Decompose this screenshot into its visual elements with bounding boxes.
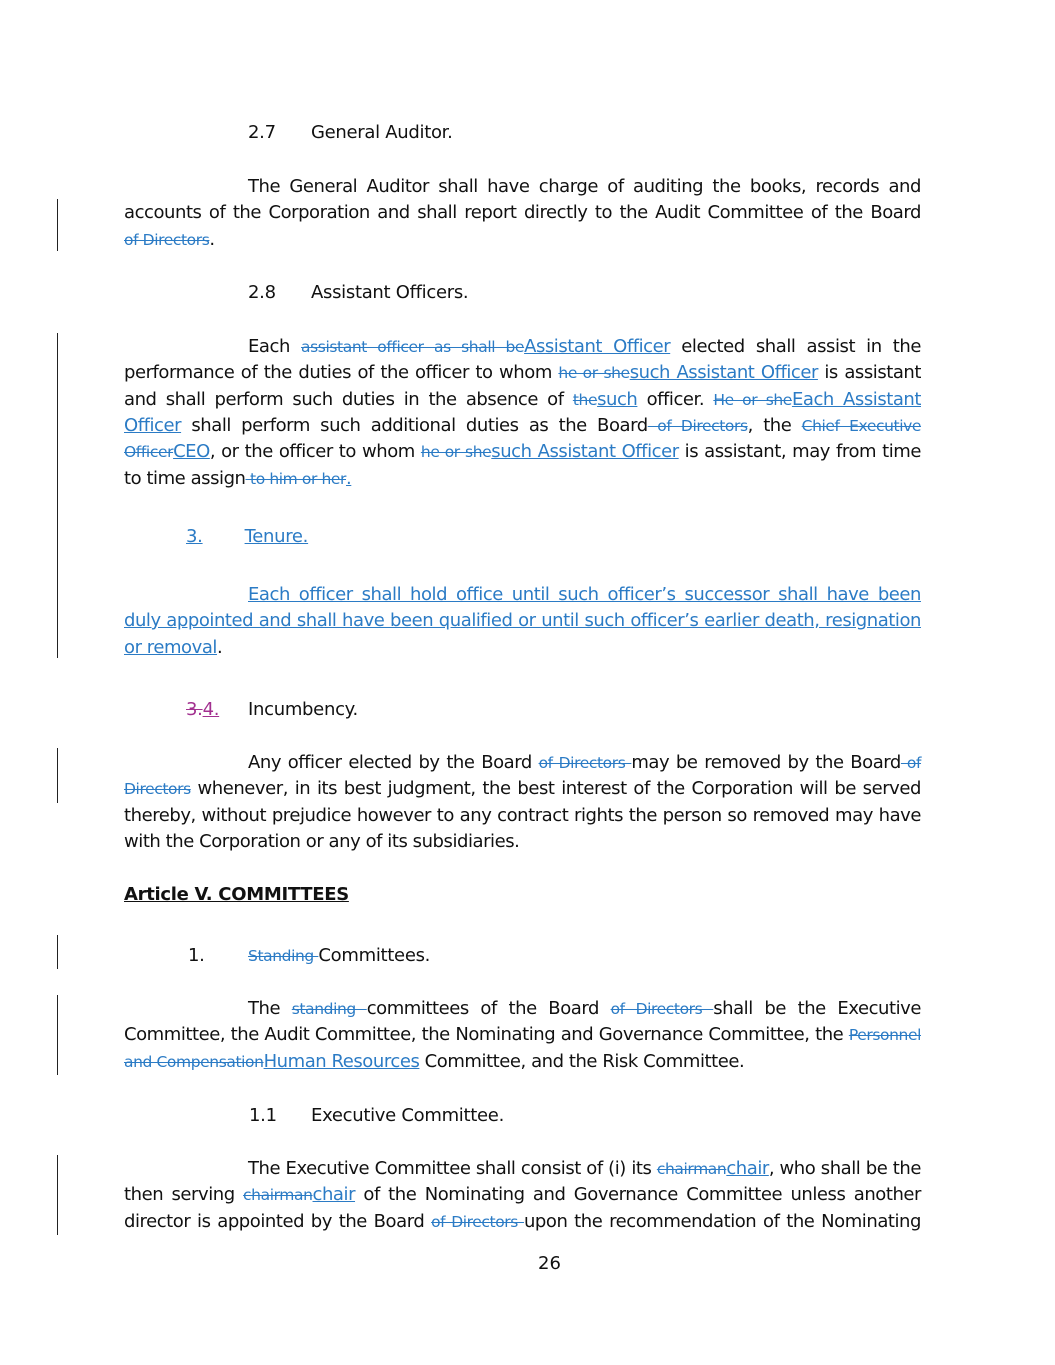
deleted-text: to him or her — [245, 470, 347, 488]
inserted-text: or removal — [124, 637, 217, 658]
section-title: Incumbency. — [248, 699, 358, 720]
text: thereby, without prejudice however to any contract rights the person so removed may have — [124, 805, 921, 826]
paragraph-line — [124, 174, 921, 201]
section-number — [186, 697, 249, 723]
text: The Executive Committee shall consist of (i) its — [248, 1158, 657, 1179]
paragraph-line — [124, 1156, 921, 1183]
deleted-text: assistant officer as shall be — [301, 338, 525, 356]
inserted-text: chair — [726, 1158, 769, 1179]
inserted-text: Each Assistant — [791, 389, 921, 410]
text: The General Auditor shall have charge of auditing the books, records and — [248, 176, 921, 197]
inserted-text: duly appointed and shall have been qualified or until such officer’s earlier death, resignation — [124, 610, 921, 631]
moved-deleted-text: 3. — [186, 699, 203, 720]
text: Any officer elected by the Board — [248, 752, 539, 773]
paragraph-line — [124, 608, 921, 635]
paragraph-line — [124, 439, 921, 466]
text: director is appointed by the Board — [124, 1211, 432, 1232]
change-bar — [57, 995, 58, 1075]
paragraph-line — [124, 1022, 921, 1049]
deleted-text: He or she — [713, 391, 792, 409]
paragraph-line — [124, 803, 921, 830]
text: performance of the duties of the officer to whom — [124, 362, 559, 383]
paragraph-line — [124, 387, 921, 414]
inserted-text: Human Resources — [263, 1051, 420, 1072]
paragraph-line — [124, 829, 921, 856]
text: elected shall assist in the — [670, 336, 921, 357]
deleted-text: of Directors — [647, 417, 748, 435]
paragraph-line — [124, 750, 921, 777]
inserted-text: chair — [312, 1184, 356, 1205]
deleted-text: of Directors — [538, 754, 632, 772]
text: is assistant, may from time — [678, 441, 922, 462]
deleted-text: Chief Executive — [801, 417, 922, 435]
paragraph-line — [124, 776, 921, 803]
text: , or the officer to whom — [209, 441, 421, 462]
inserted-text: such Assistant Officer — [491, 441, 679, 462]
deleted-text: of Directors — [124, 231, 210, 249]
paragraph-line — [124, 1049, 921, 1076]
inserted-text: CEO — [173, 441, 210, 462]
change-bar — [57, 199, 58, 251]
paragraph-line — [124, 413, 921, 440]
text: whenever, in its best judgment, the best interest of the Corporation will be served — [190, 778, 921, 799]
paragraph-line — [124, 334, 921, 361]
text: . — [216, 637, 223, 658]
deleted-text: Standing — [248, 947, 319, 965]
change-bar — [57, 1155, 58, 1235]
deleted-text: he or she — [558, 364, 630, 382]
text: shall perform such additional duties as the Board — [181, 415, 648, 436]
text: accounts of the Corporation and shall report directly to the Audit Committee of the Board — [124, 202, 921, 223]
section-title: General Auditor. — [311, 122, 453, 143]
deleted-text: standing — [291, 1000, 367, 1018]
inserted-text: such Assistant Officer — [629, 362, 818, 383]
deleted-text: of Directors — [610, 1000, 714, 1018]
deleted-text: of Directors — [431, 1213, 524, 1231]
text: Committee, and the Risk Committee. — [419, 1051, 745, 1072]
inserted-text: Officer — [124, 415, 182, 436]
inserted-text: Each officer shall hold office until such officer’s successor shall have been — [248, 584, 921, 605]
change-bar — [57, 748, 58, 803]
text: with the Corporation or any of its subsidiaries. — [124, 831, 520, 852]
section-title: Executive Committee. — [311, 1105, 504, 1126]
deleted-text: he or she — [420, 443, 492, 461]
text: Each — [248, 336, 302, 357]
section-number: 2.7 — [248, 122, 276, 143]
change-bar — [57, 935, 58, 969]
text: of the Nominating and Governance Committee unless another — [355, 1184, 921, 1205]
paragraph-line — [124, 466, 921, 493]
text: Committee, the Audit Committee, the Nominating and Governance Committee, the — [124, 1024, 849, 1045]
paragraph-line — [124, 360, 921, 387]
text: may be removed by the Board — [631, 752, 901, 773]
deleted-text: Officer — [124, 443, 174, 461]
text: Committees. — [318, 945, 431, 966]
section-number: 2.8 — [248, 282, 276, 303]
text: , the — [747, 415, 802, 436]
section-title: Tenure. — [244, 526, 309, 547]
article-heading: Article V. COMMITTEES — [124, 884, 349, 905]
paragraph-line — [124, 1182, 921, 1209]
text: to time assign — [124, 468, 246, 489]
text: and shall perform such duties in the absence of — [124, 389, 573, 410]
text: committees of the Board — [366, 998, 611, 1019]
inserted-text: such — [597, 389, 638, 410]
deleted-text: Directors — [124, 780, 191, 798]
text: . — [209, 229, 215, 250]
deleted-text: chairman — [656, 1160, 727, 1178]
change-bar — [57, 333, 58, 658]
deleted-text: the — [572, 391, 598, 409]
paragraph-line — [124, 1209, 921, 1236]
moved-inserted-text: 4. — [202, 699, 220, 720]
section-title: Assistant Officers. — [311, 282, 469, 303]
text: is assistant — [817, 362, 921, 383]
paragraph-line — [124, 200, 921, 227]
paragraph-line — [124, 996, 921, 1023]
deleted-text: of — [900, 754, 922, 772]
deleted-text: and Compensation — [124, 1053, 264, 1071]
paragraph-line — [124, 582, 921, 609]
text: shall be the Executive — [713, 998, 921, 1019]
section-number: 1.1 — [249, 1105, 277, 1126]
text: , who shall be the — [768, 1158, 921, 1179]
page-number: 26 — [538, 1253, 561, 1274]
section-heading-3 — [186, 524, 326, 550]
deleted-text: Personnel — [848, 1026, 921, 1044]
inserted-text: Assistant Officer — [524, 336, 671, 357]
text: The — [248, 998, 292, 1019]
text: upon the recommendation of the Nominating — [523, 1211, 921, 1232]
inserted-text: . — [346, 468, 352, 489]
section-title — [248, 943, 430, 969]
paragraph-line — [124, 635, 921, 662]
paragraph-line — [124, 227, 921, 254]
deleted-text: chairman — [243, 1186, 313, 1204]
section-number: 1. — [188, 945, 205, 966]
text: then serving — [124, 1184, 244, 1205]
text: officer. — [637, 389, 714, 410]
section-number: 3. — [186, 526, 203, 547]
